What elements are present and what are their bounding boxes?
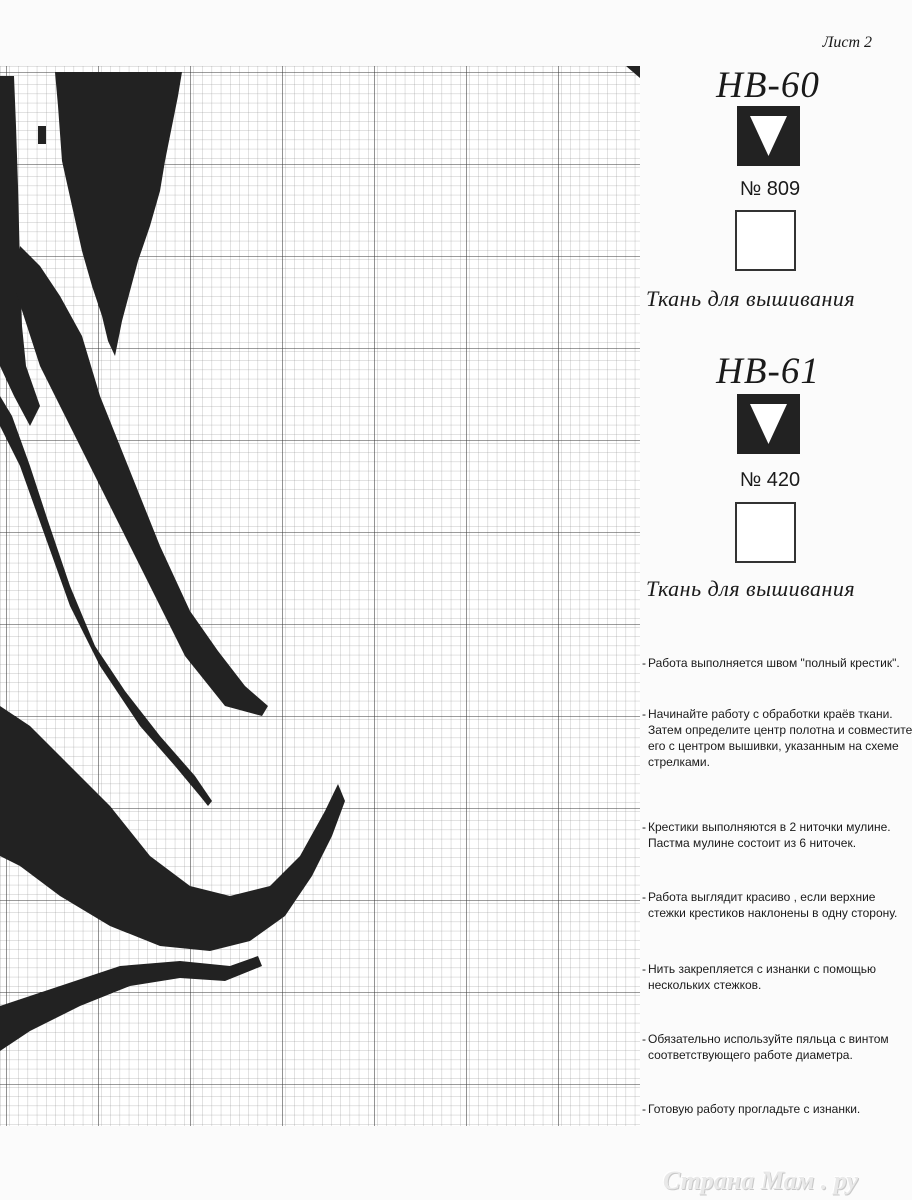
- color-swatch-1: [737, 106, 800, 166]
- instruction-3: - Крестики выполняются в 2 ниточки мулине. Пастма мулине состоит из 6 ниточек.: [642, 820, 891, 850]
- cross-stitch-chart: [0, 66, 640, 1126]
- instruction-1: - Работа выполняется швом "полный крестик".: [642, 656, 900, 670]
- instruction-5: - Нить закрепляется с изнанки с помощью нескольких стежков.: [642, 962, 876, 992]
- fabric-label-1: Ткань для вышивания: [646, 286, 856, 311]
- watermark-logo: Страна Мам . ру: [662, 1166, 858, 1195]
- instruction-4: - Работа выглядит красиво , если верхние стежки крестиков наклонены в одну сторону.: [642, 890, 898, 920]
- fabric-label-2: Ткань для вышивания: [646, 576, 856, 601]
- color-number-1: № 809: [739, 178, 801, 200]
- sheet-label: Лист 2: [822, 34, 872, 51]
- color-number-2: № 420: [739, 469, 801, 491]
- fabric-swatch-2: [735, 502, 796, 563]
- instruction-7: - Готовую работу прогладьте с изнанки.: [642, 1102, 861, 1116]
- triangle-icon: [737, 394, 800, 454]
- color-code-2: НВ-61: [716, 351, 820, 392]
- color-code-1: НВ-60: [716, 65, 820, 106]
- instruction-2: - Начинайте работу с обработки краёв ткани. Затем определите центр полотна и совместите его с центром вышивки, указанным на схеме стрелками.: [642, 707, 912, 769]
- instruction-6: - Обязательно используйте пяльца с винтом соответствующего работе диаметра.: [642, 1032, 889, 1062]
- color-swatch-2: [737, 394, 800, 454]
- triangle-icon: [737, 106, 800, 166]
- fabric-swatch-1: [735, 210, 796, 271]
